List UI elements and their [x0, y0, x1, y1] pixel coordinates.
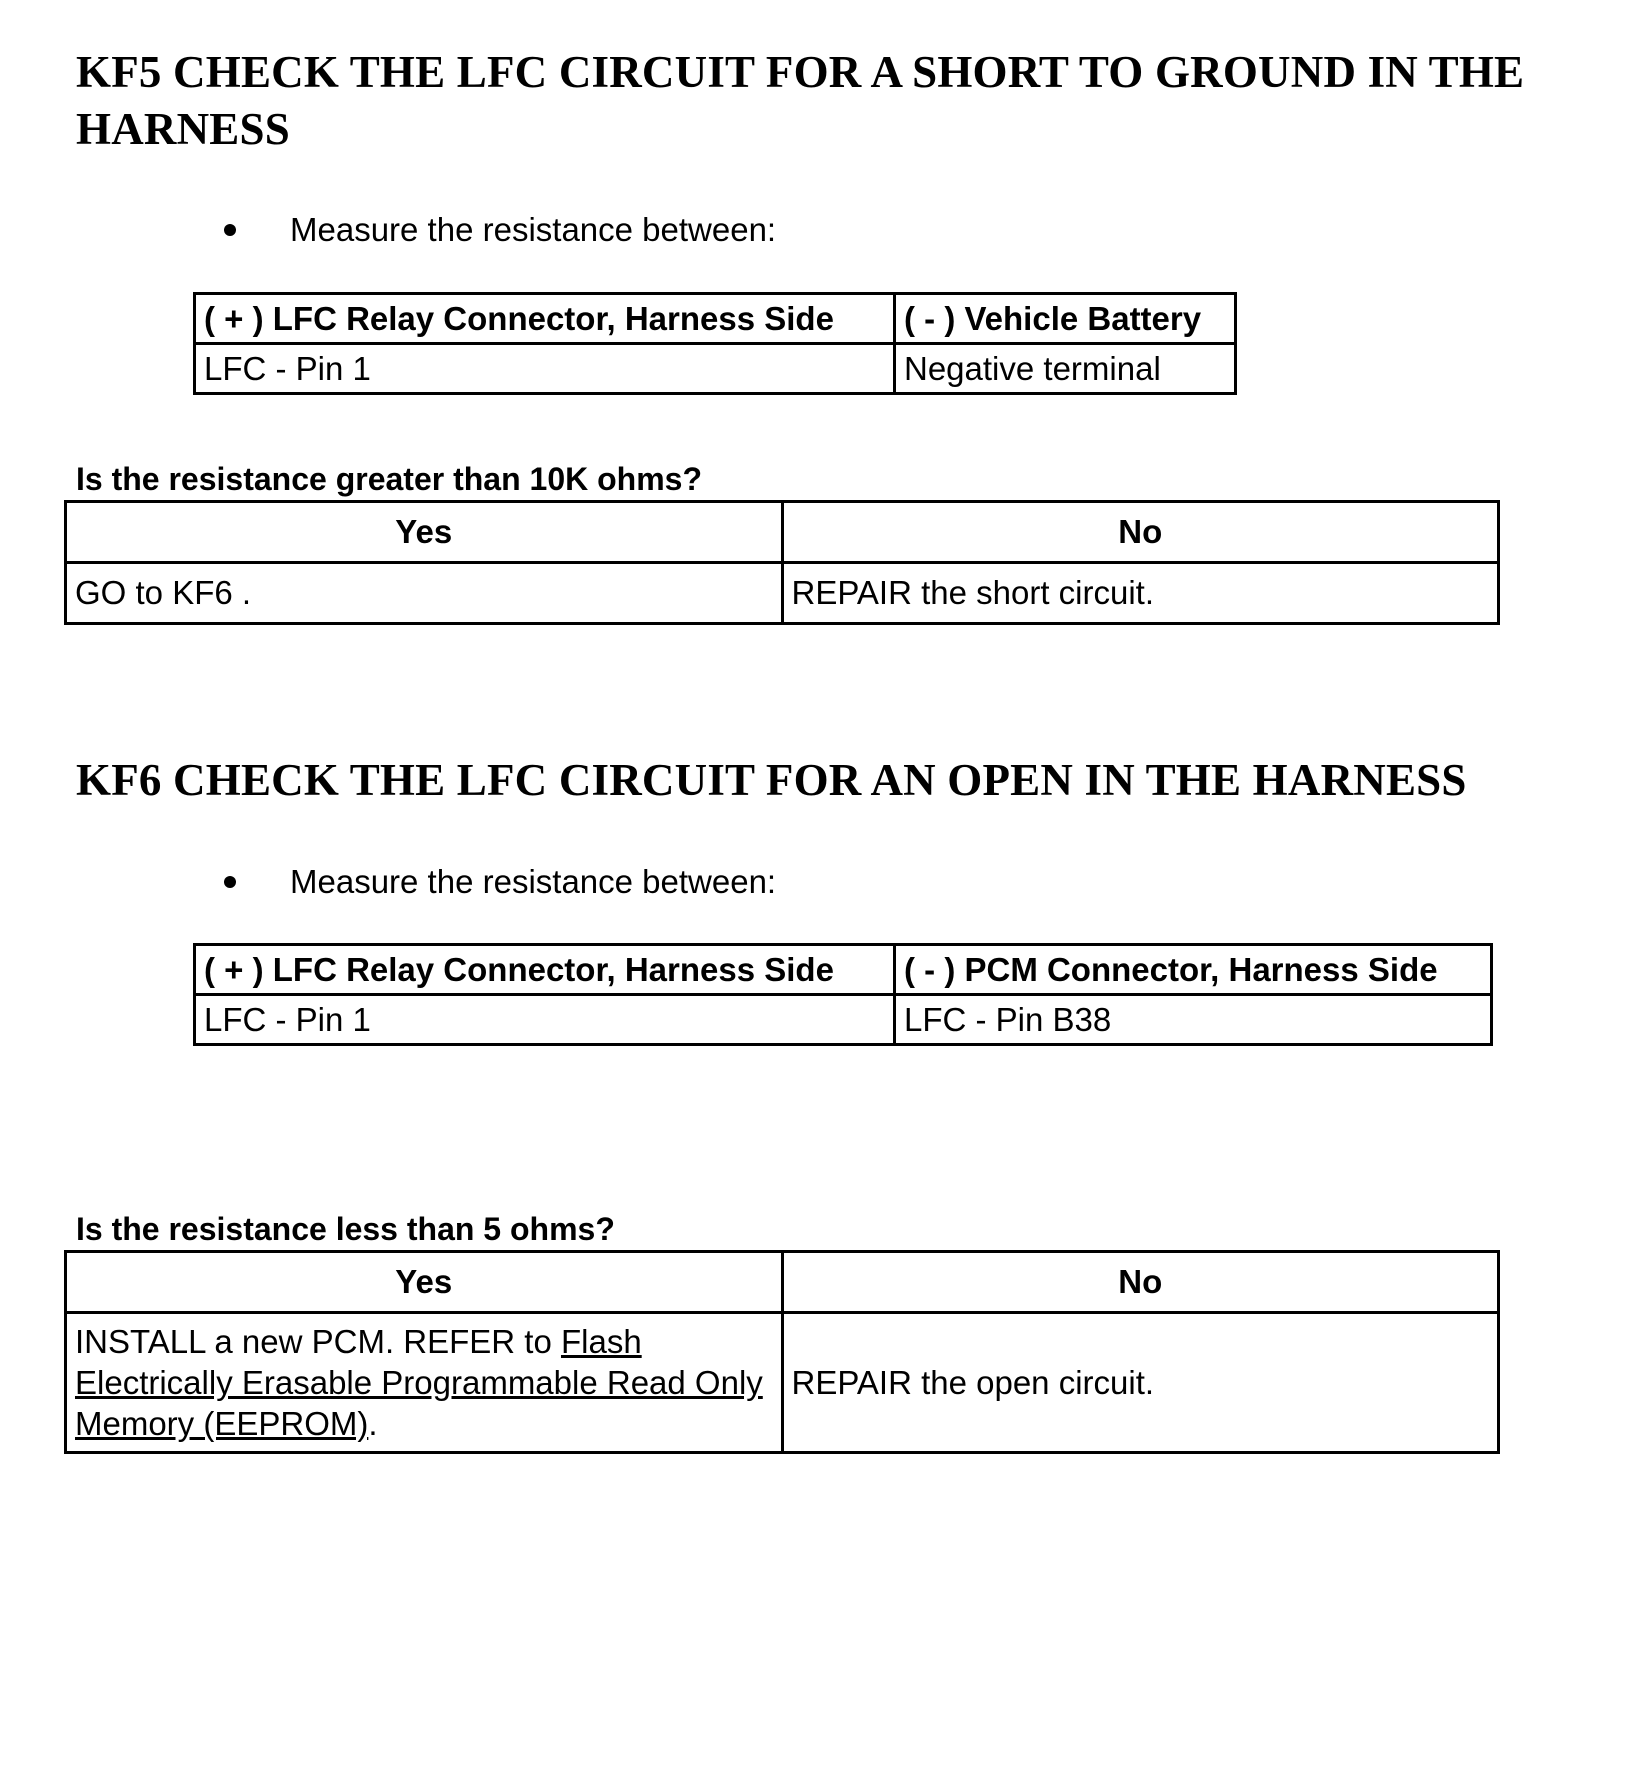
kf6-meas-cell-negative: LFC - Pin B38 — [895, 995, 1492, 1045]
kf6-meas-cell-positive: LFC - Pin 1 — [195, 995, 895, 1045]
kf6-answer-yes-prefix: INSTALL a new PCM. REFER to — [75, 1323, 561, 1360]
kf6-question: Is the resistance less than 5 ohms? — [76, 1211, 615, 1247]
bullet-icon — [224, 876, 236, 888]
kf5-meas-cell-positive: LFC - Pin 1 — [195, 344, 895, 394]
kf5-answer-header-no: No — [782, 502, 1499, 563]
kf5-answer-table — [64, 500, 1500, 625]
kf6-heading: KF6 CHECK THE LFC CIRCUIT FOR AN OPEN IN THE HARNESS — [76, 755, 1467, 805]
kf5-meas-header-negative: ( - ) Vehicle Battery — [895, 294, 1236, 344]
kf5-meas-header-positive: ( + ) LFC Relay Connector, Harness Side — [195, 294, 895, 344]
kf6-answer-table — [64, 1250, 1500, 1454]
eeprom-reference-link[interactable]: Flash Electrically Erasable Programmable Read Only Memory (EEPROM) — [75, 1323, 763, 1442]
kf6-measurement-table — [193, 943, 1493, 1046]
kf5-instruction-text: Measure the resistance between: — [290, 211, 777, 248]
kf5-answer-no: REPAIR the short circuit. — [782, 563, 1499, 624]
kf6-answer-yes-suffix: . — [368, 1405, 378, 1442]
kf6-answer-header-no: No — [782, 1252, 1499, 1313]
kf5-question: Is the resistance greater than 10K ohms? — [76, 461, 702, 497]
kf5-answer-yes: GO to KF6 . — [66, 563, 783, 624]
kf6-meas-header-negative: ( - ) PCM Connector, Harness Side — [895, 945, 1492, 995]
kf6-answer-yes — [66, 1313, 783, 1453]
kf5-heading: KF5 CHECK THE LFC CIRCUIT FOR A SHORT TO GROUND IN THE HARNESS — [76, 47, 1525, 154]
kf5-instruction — [224, 210, 776, 250]
kf6-meas-header-positive: ( + ) LFC Relay Connector, Harness Side — [195, 945, 895, 995]
kf5-meas-cell-negative: Negative terminal — [895, 344, 1236, 394]
bullet-icon — [224, 224, 236, 236]
kf6-answer-no: REPAIR the open circuit. — [782, 1313, 1499, 1453]
kf6-instruction-text: Measure the resistance between: — [290, 863, 777, 900]
kf6-instruction — [224, 862, 776, 902]
kf6-answer-header-yes: Yes — [66, 1252, 783, 1313]
kf5-answer-header-yes: Yes — [66, 502, 783, 563]
kf5-measurement-table — [193, 292, 1237, 395]
